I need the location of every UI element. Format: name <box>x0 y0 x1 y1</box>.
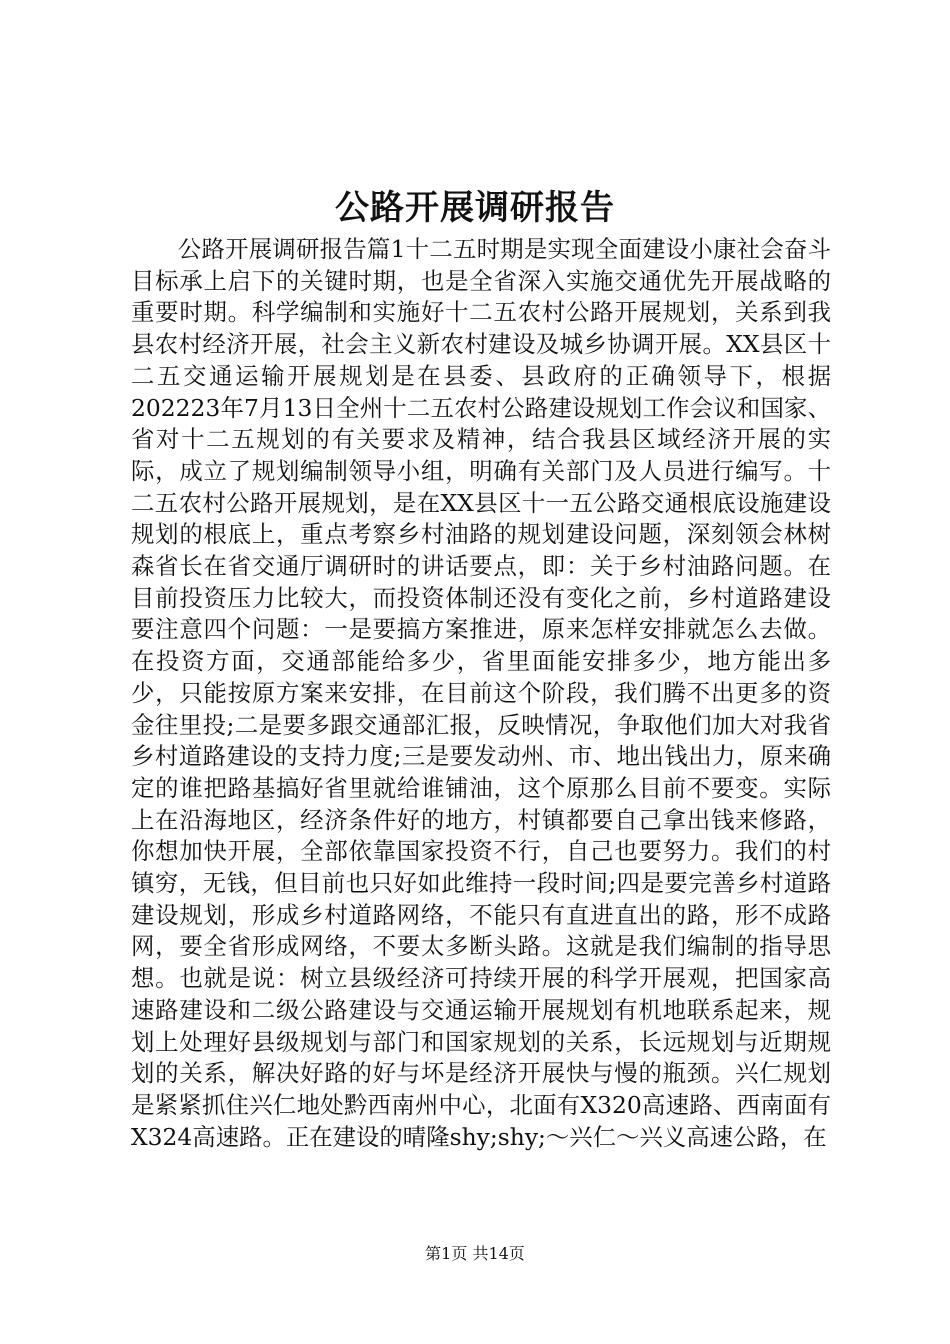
document-title: 公路开展调研报告 <box>335 188 615 228</box>
page-footer: 第1页 共14页 <box>425 1244 525 1263</box>
body-paragraph: 公路开展调研报告篇1十二五时期是实现全面建设小康社会奋斗目标承上启下的关键时期，也是全省深入实施交通优先开展战略的重要时期。科学编制和实施好十二五农村公路开展规划，关系到我县农村经济开展，社会主义新农村建设及城乡协调开展。XX县区十二五交通运输开展规划是在县委、县政府的正确领导下，根据202223年7月13日全州十二五农村公路建设规划工作会议和国家、省对十二五规划的有关要求及精神，结合我县区域经济开展的实际，成立了规划编制领导小组，明确有关部门及人员进行编写。十二五农村公路开展规划，是在XX县区十一五公路交通根底设施建设规划的根底上，重点考察乡村油路的规划建设问题，深刻领会林树森省长在省交通厅调研时的讲话要点，即：关于乡村油路问题。在目前投资压力比较大，而投资体制还没有变化之前，乡村道路建设要注意四个问题：一是要搞方案推进，原来怎样安排就怎么去做。在投资方面，交通部能给多少，省里面能安排多少，地方能出多少，只能按原方案来安排，在目前这个阶段，我们腾不出更多的资金往里投;二是要多跟交通部汇报，反映情况，争取他们加大对我省乡村道路建设的支持力度;三是要发动州、市、地出钱出力，原来确定的谁把路基搞好省里就给谁铺油，这个原那么目前不要变。实际上在沿海地区，经济条件好的地方，村镇都要自己拿出钱来修路，你想加快开展，全部依靠国家投资不行，自己也要努力。我们的村镇穷，无钱，但目前也只好如此维持一段时间;四是要完善乡村道路建设规划，形成乡村道路网络，不能只有直进直出的路，形不成路网，要全省形成网络，不要太多断头路。这就是我们编制的指导思想。也就是说：树立县级经济可持续开展的科学开展观，把国家高速路建设和二级公路建设与交通运输开展规划有机地联系起来，规划上处理好县级规划与部门和国家规划的关系，长远规划与近期规划的关系，解决好路的好与坏是经济开展快与慢的瓶颈。兴仁规划是紧紧抓住兴仁地处黔西南州中心，北面有X320高速路、西南面有X324高速路。正在建设的晴隆shy;shy;～兴仁～兴义高速公路，在 <box>131 235 831 1151</box>
